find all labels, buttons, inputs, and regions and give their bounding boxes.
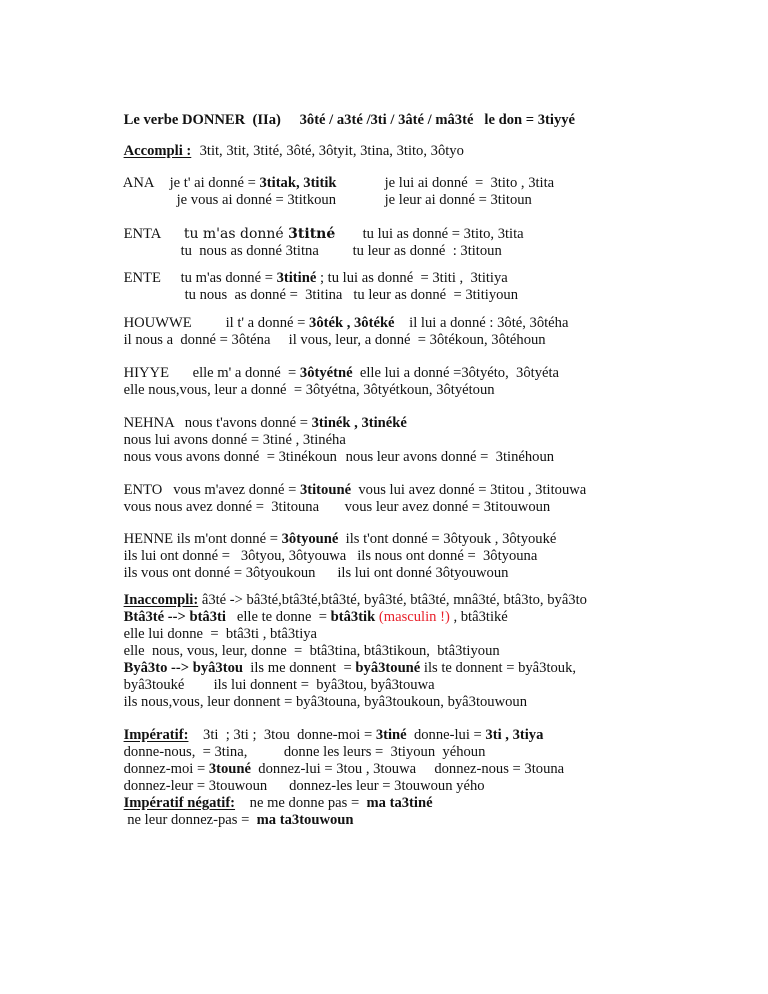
nehna-line-3b: nous leur avons donné = 3tinéhoun [345,449,555,465]
ana-line-2b: je leur ai donné = 3titoun [384,192,532,208]
enta-line-2a: tu nous as donné 3titna [180,243,319,259]
inaccompli-line-6: byâ3touké ils lui donnent = byâ3tou, byâ3touwa [123,677,435,693]
imperatif-line-4: donnez-leur = 3touwoun donnez-les leur = 3touwoun yého [123,778,485,794]
henne-line-2: ils lui ont donné = 3ôtyou, 3ôtyouwa ils nous ont donné = 3ôtyouna [123,548,538,564]
houwwe-line-1: il t' a donné = 3ôték , 3ôtéké il lui a donné : 3ôté, 3ôtéha [225,315,569,331]
imperatif-heading: Impératif: [123,727,189,743]
henne-line-1: HENNE ils m'ont donné = 3ôtyouné ils t'ont donné = 3ôtyouk , 3ôtyouké [123,531,557,547]
houwwe-line-2: il nous a donné = 3ôténa il vous, leur, a donné = 3ôtékoun, 3ôtéhoun [123,332,546,348]
ente-pronoun: ENTE [123,270,161,286]
ente-line-1: tu m'as donné = 3titiné ; tu lui as donné = 3titi , 3titiya [180,270,508,286]
inaccompli-line-2: Btâ3té --> btâ3ti elle te donne = btâ3tik (masculin !) , btâ3tiké [123,609,508,625]
enta-line-2b: tu leur as donné : 3titoun [352,243,502,259]
imperatif-negatif-heading: Impératif négatif: [123,795,236,811]
inaccompli-line-7: ils nous,vous, leur donnent = byâ3touna, byâ3toukoun, byâ3touwoun [123,694,528,710]
inaccompli-line-5: Byâ3to --> byâ3tou ils me donnent = byâ3touné ils te donnent = byâ3touk, [123,660,577,676]
hiyye-pronoun: HIYYE [123,365,169,381]
noun-form: le don = 3tiyyé [484,112,576,128]
henne-line-3: ils vous ont donné = 3ôtyoukoun ils lui ont donné 3ôtyouwoun [123,565,509,581]
ana-line-1a: je t' ai donné = 3titak, 3titik [169,175,337,191]
inaccompli-line-1: Inaccompli: â3té -> bâ3té,btâ3té,btâ3té, byâ3té, btâ3té, mnâ3té, btâ3to, byâ3to [123,592,587,608]
accompli-forms: 3tit, 3tit, 3tité, 3ôté, 3ôtyit, 3tina, 3tito, 3ôtyo [199,143,464,159]
ento-line-1: ENTO vous m'avez donné = 3titouné vous lui avez donné = 3titou , 3titouwa [123,482,587,498]
imperatif-negatif-line-1: Impératif négatif: ne me donne pas = ma ta3tiné [123,795,433,811]
imperatif-line-2: donne-nous, = 3tina, donne les leurs = 3tiyoun yéhoun [123,744,486,760]
title-label: Le verbe DONNER (IIa) [123,112,281,128]
ana-line-1b: je lui ai donné = 3tito , 3tita [384,175,555,191]
enta-pronoun: ENTA [123,226,162,242]
verb-forms: 3ôté / a3té /3ti / 3âté / mâ3té [299,112,474,128]
enta-line-1b: tu lui as donné = 3tito, 3tita [362,226,524,242]
imperatif-line-3: donnez-moi = 3touné donnez-lui = 3tou , 3touwa donnez-nous = 3touna [123,761,565,777]
imperatif-line-1: Impératif: 3ti ; 3ti ; 3tou donne-moi = 3tiné donne-lui = 3ti , 3tiya [123,727,544,743]
nehna-line-3a: nous vous avons donné = 3tinékoun [123,449,337,465]
enta-line-1a: tu m'as donné 3titné [183,226,336,242]
masculin-note: (masculin !) [375,609,450,625]
nehna-pronoun: NEHNA [123,415,174,431]
ente-line-2: tu nous as donné = 3titina tu leur as donné = 3titiyoun [184,287,519,303]
ana-line-2a: je vous ai donné = 3titkoun [176,192,337,208]
ento-line-2: vous nous avez donné = 3titouna vous leur avez donné = 3titouwoun [123,499,551,515]
nehna-line-1: NEHNA nous t'avons donné = 3tinék , 3tinéké [123,415,407,431]
imperatif-negatif-line-2: ne leur donnez-pas = ma ta3touwoun [123,812,354,828]
hiyye-line-2: elle nous,vous, leur a donné = 3ôtyétna, 3ôtyétkoun, 3ôtyétoun [123,382,495,398]
henne-pronoun: HENNE [123,531,174,547]
inaccompli-line-4: elle nous, vous, leur, donne = btâ3tina, btâ3tikoun, btâ3tiyoun [123,643,500,659]
inaccompli-heading: Inaccompli: [123,592,199,608]
hiyye-line-1: elle m' a donné = 3ôtyétné elle lui a donné =3ôtyéto, 3ôtyéta [192,365,560,381]
accompli-heading: Accompli : [123,143,192,159]
inaccompli-line-3: elle lui donne = btâ3ti , btâ3tiya [123,626,318,642]
houwwe-pronoun: HOUWWE [123,315,192,331]
ento-pronoun: ENTO [123,482,163,498]
nehna-line-2: nous lui avons donné = 3tiné , 3tinéha [123,432,346,448]
ana-pronoun: ANA [122,175,155,191]
